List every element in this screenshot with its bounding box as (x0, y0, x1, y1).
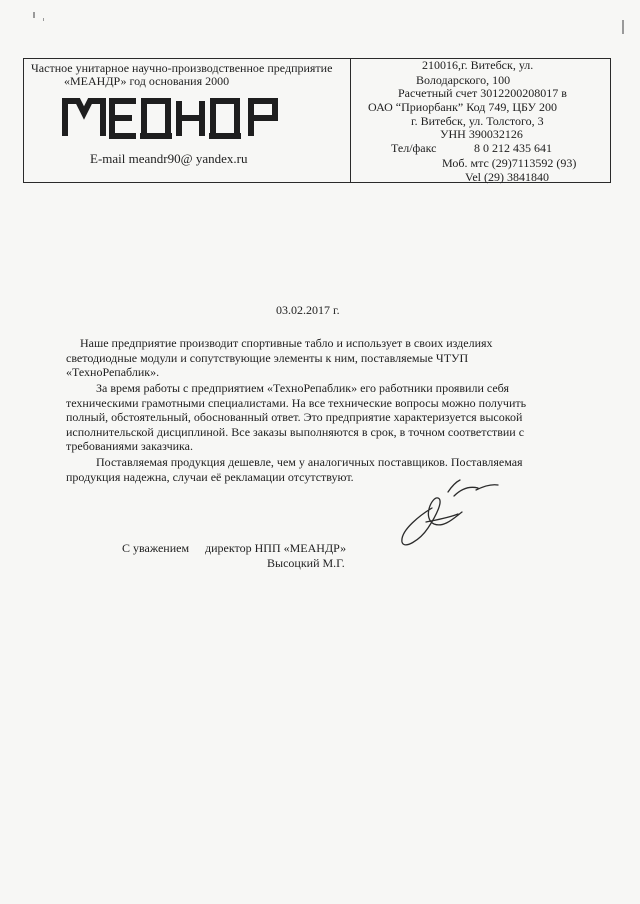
telfax-number: 8 0 212 435 641 (474, 141, 552, 155)
bank-account: Расчетный счет 3012200208017 в (398, 86, 567, 100)
letter-date: 03.02.2017 г. (276, 303, 340, 317)
scan-speck (33, 12, 35, 18)
signer-name: Высоцкий М.Г. (267, 556, 345, 570)
closing-phrase: С уважением (122, 541, 190, 555)
address-line: 210016,г. Витебск, ул. (422, 58, 534, 72)
bank-address: г. Витебск, ул. Толстого, 3 (411, 114, 544, 128)
letter-paragraph: Поставляемая продукция дешевле, чем у аналогичных поставщиков. Поставляемая продукция надежна, случаи её рекламации отсутствуют. (66, 455, 523, 484)
email-contact: E-mail meandr90@ yandex.ru (90, 151, 248, 166)
vel-phone: Vel (29) 3841840 (465, 170, 549, 184)
company-name-founded: «МЕАНДР» год основания 2000 (64, 74, 230, 88)
letter-paragraph: Наше предприятие производит спортивные табло и использует в своих изделиях светодиодные модули и сопутствующие элементы к ним, поставляемые ЧТУП «ТехноРепаблик». (66, 336, 493, 379)
scan-speck (622, 20, 624, 34)
handwritten-signature (392, 478, 512, 550)
letterhead (23, 58, 611, 183)
scan-speck (43, 18, 44, 21)
address-line: Володарского, 100 (416, 73, 511, 87)
letterhead-divider (350, 59, 351, 182)
unp-number: УНН 390032126 (440, 127, 523, 141)
meandr-logo (62, 97, 282, 139)
signer-position: директор НПП «МЕАНДР» (205, 541, 347, 555)
company-full-name: Частное унитарное научно-производственное предприятие (31, 61, 333, 75)
telfax-label: Тел/факс (391, 141, 437, 155)
letter-paragraph: За время работы с предприятием «ТехноРепаблик» его работники проявили себя техническими грамотными специалистами. На все технические вопросы можно получить полный, обстоятельный, обоснованный ответ. Это предприятие характеризуется высокой исполнительской дисциплиной. Все заказы выполняются в срок, в точном соответствии с требованиями заказчика. (66, 381, 527, 453)
mts-phone: Моб. мтс (29)7113592 (93) (442, 156, 577, 170)
bank-name: ОАО “Приорбанк” Код 749, ЦБУ 200 (368, 100, 558, 114)
